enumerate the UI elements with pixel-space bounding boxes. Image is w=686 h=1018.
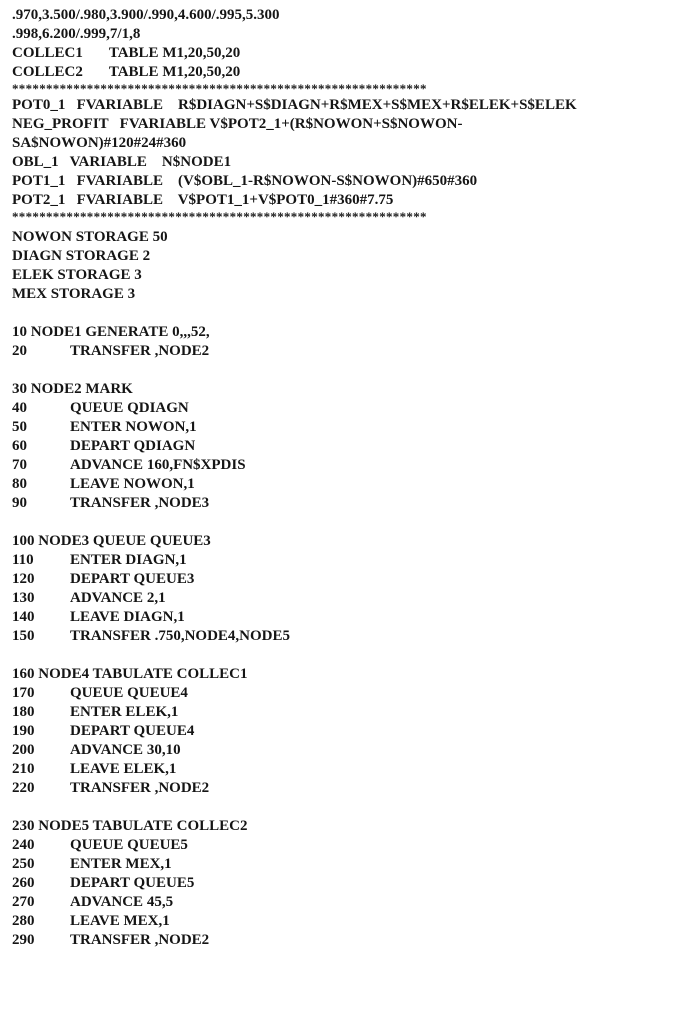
table-def-line: COLLEC1 TABLE M1,20,50,20 — [12, 45, 241, 61]
code-line — [12, 817, 680, 836]
code-line — [12, 418, 680, 437]
line-number: 90 — [12, 495, 27, 511]
storage-line: ELEK STORAGE 3 — [12, 267, 142, 283]
line-number: 260 — [12, 875, 35, 891]
code-line — [12, 912, 680, 931]
block-label: NODE2 — [30, 381, 82, 397]
code-line — [12, 323, 680, 342]
code-line — [12, 703, 680, 722]
block-label: NODE5 — [38, 818, 90, 834]
block-statement: ADVANCE 2,1 — [70, 590, 166, 606]
code-line — [12, 893, 680, 912]
code-line — [12, 665, 680, 684]
line-number-and-label — [12, 818, 247, 834]
line-number: 280 — [12, 913, 35, 929]
separator-line: ************************************************************* — [12, 82, 427, 96]
table-def-line: COLLEC2 TABLE M1,20,50,20 — [12, 64, 241, 80]
line-number: 130 — [12, 590, 35, 606]
block-statement: ADVANCE 30,10 — [70, 742, 181, 758]
line-number-and-label — [12, 381, 133, 397]
variable-line: POT1_1 FVARIABLE (V$OBL_1-R$NOWON-S$NOWON)#650#360 — [12, 173, 478, 189]
text-line: .998,6.200/.999,7/1,8 — [12, 26, 141, 42]
line-number: 160 — [12, 666, 35, 682]
block-statement: TABULATE COLLEC1 — [92, 666, 248, 682]
line-number: 230 — [12, 818, 35, 834]
block-label: NODE3 — [38, 533, 90, 549]
block-spacer — [12, 304, 680, 323]
code-line — [12, 627, 680, 646]
code-line — [12, 494, 680, 513]
text-line: .970,3.500/.980,3.900/.990,4.600/.995,5.300 — [12, 7, 280, 23]
line-number-and-label — [12, 533, 211, 549]
block-statement: QUEUE QDIAGN — [70, 400, 189, 416]
program-block — [12, 532, 680, 646]
code-line — [12, 570, 680, 589]
line-number: 170 — [12, 685, 35, 701]
line-number: 10 — [12, 324, 27, 340]
variable-line: OBL_1 VARIABLE N$NODE1 — [12, 154, 232, 170]
block-label: NODE1 — [30, 324, 82, 340]
block-spacer — [12, 361, 680, 380]
line-number: 190 — [12, 723, 35, 739]
block-statement: LEAVE ELEK,1 — [70, 761, 177, 777]
line-number: 270 — [12, 894, 35, 910]
gpss-listing — [12, 6, 680, 950]
code-line — [12, 855, 680, 874]
variable-definitions — [12, 96, 680, 210]
block-statement: ENTER DIAGN,1 — [70, 552, 187, 568]
block-statement: MARK — [85, 381, 133, 397]
line-number: 80 — [12, 476, 27, 492]
storage-line: MEX STORAGE 3 — [12, 286, 136, 302]
storage-line: DIAGN STORAGE 2 — [12, 248, 151, 264]
program-block — [12, 323, 680, 361]
block-statement: DEPART QDIAGN — [70, 438, 196, 454]
program-block — [12, 380, 680, 513]
code-line — [12, 779, 680, 798]
block-statement: TRANSFER ,NODE2 — [70, 780, 210, 796]
variable-line: POT2_1 FVARIABLE V$POT1_1+V$POT0_1#360#7.75 — [12, 192, 394, 208]
separator-line: ************************************************************* — [12, 210, 427, 224]
code-line — [12, 608, 680, 627]
code-line — [12, 874, 680, 893]
code-line — [12, 684, 680, 703]
line-number: 20 — [12, 343, 27, 359]
block-statement: TABULATE COLLEC2 — [92, 818, 248, 834]
line-number: 110 — [12, 552, 34, 568]
code-line — [12, 342, 680, 361]
line-number: 210 — [12, 761, 35, 777]
block-statement: ADVANCE 160,FN$XPDIS — [70, 457, 246, 473]
block-statement: TRANSFER ,NODE2 — [70, 343, 210, 359]
line-number: 40 — [12, 400, 27, 416]
code-line — [12, 532, 680, 551]
line-number: 200 — [12, 742, 35, 758]
program-block — [12, 817, 680, 950]
block-statement: ENTER NOWON,1 — [70, 419, 197, 435]
block-statement: QUEUE QUEUE5 — [70, 837, 188, 853]
code-line — [12, 551, 680, 570]
code-line — [12, 475, 680, 494]
code-line — [12, 760, 680, 779]
line-number: 60 — [12, 438, 27, 454]
variable-line: NEG_PROFIT FVARIABLE V$POT2_1+(R$NOWON+S$NOWON- — [12, 116, 463, 132]
line-number: 250 — [12, 856, 35, 872]
code-line — [12, 931, 680, 950]
block-statement: TRANSFER ,NODE2 — [70, 932, 210, 948]
code-line — [12, 741, 680, 760]
block-label: NODE4 — [38, 666, 90, 682]
block-statement: ENTER ELEK,1 — [70, 704, 179, 720]
code-line — [12, 589, 680, 608]
line-number-and-label — [12, 324, 210, 340]
block-spacer — [12, 646, 680, 665]
block-statement: QUEUE QUEUE4 — [70, 685, 188, 701]
storage-line: NOWON STORAGE 50 — [12, 229, 168, 245]
block-statement: QUEUE QUEUE3 — [92, 533, 211, 549]
variable-line: SA$NOWON)#120#24#360 — [12, 135, 187, 151]
block-statement: ADVANCE 45,5 — [70, 894, 174, 910]
block-statement: DEPART QUEUE4 — [70, 723, 195, 739]
line-number: 240 — [12, 837, 35, 853]
line-number: 140 — [12, 609, 35, 625]
block-statement: DEPART QUEUE5 — [70, 875, 195, 891]
block-statement: LEAVE MEX,1 — [70, 913, 170, 929]
variable-line: POT0_1 FVARIABLE R$DIAGN+S$DIAGN+R$MEX+S$MEX+R$ELEK+S$ELEK — [12, 97, 577, 113]
block-statement: TRANSFER ,NODE3 — [70, 495, 210, 511]
line-number: 100 — [12, 533, 35, 549]
line-number: 30 — [12, 381, 27, 397]
block-statement: TRANSFER .750,NODE4,NODE5 — [70, 628, 291, 644]
block-spacer — [12, 513, 680, 532]
function-points-header — [12, 6, 680, 82]
line-number: 180 — [12, 704, 35, 720]
line-number: 50 — [12, 419, 27, 435]
block-statement: DEPART QUEUE3 — [70, 571, 195, 587]
program-block — [12, 665, 680, 798]
storage-definitions — [12, 228, 680, 304]
code-line — [12, 722, 680, 741]
code-line — [12, 380, 680, 399]
line-number-and-label — [12, 666, 247, 682]
code-line — [12, 456, 680, 475]
code-line — [12, 836, 680, 855]
block-spacer — [12, 798, 680, 817]
line-number: 150 — [12, 628, 35, 644]
code-line — [12, 399, 680, 418]
block-statement: LEAVE NOWON,1 — [70, 476, 195, 492]
program-blocks — [12, 304, 680, 950]
line-number: 290 — [12, 932, 35, 948]
line-number: 220 — [12, 780, 35, 796]
line-number: 120 — [12, 571, 35, 587]
block-statement: LEAVE DIAGN,1 — [70, 609, 185, 625]
block-statement: GENERATE 0,,,52, — [85, 324, 210, 340]
code-line — [12, 437, 680, 456]
block-statement: ENTER MEX,1 — [70, 856, 172, 872]
line-number: 70 — [12, 457, 27, 473]
